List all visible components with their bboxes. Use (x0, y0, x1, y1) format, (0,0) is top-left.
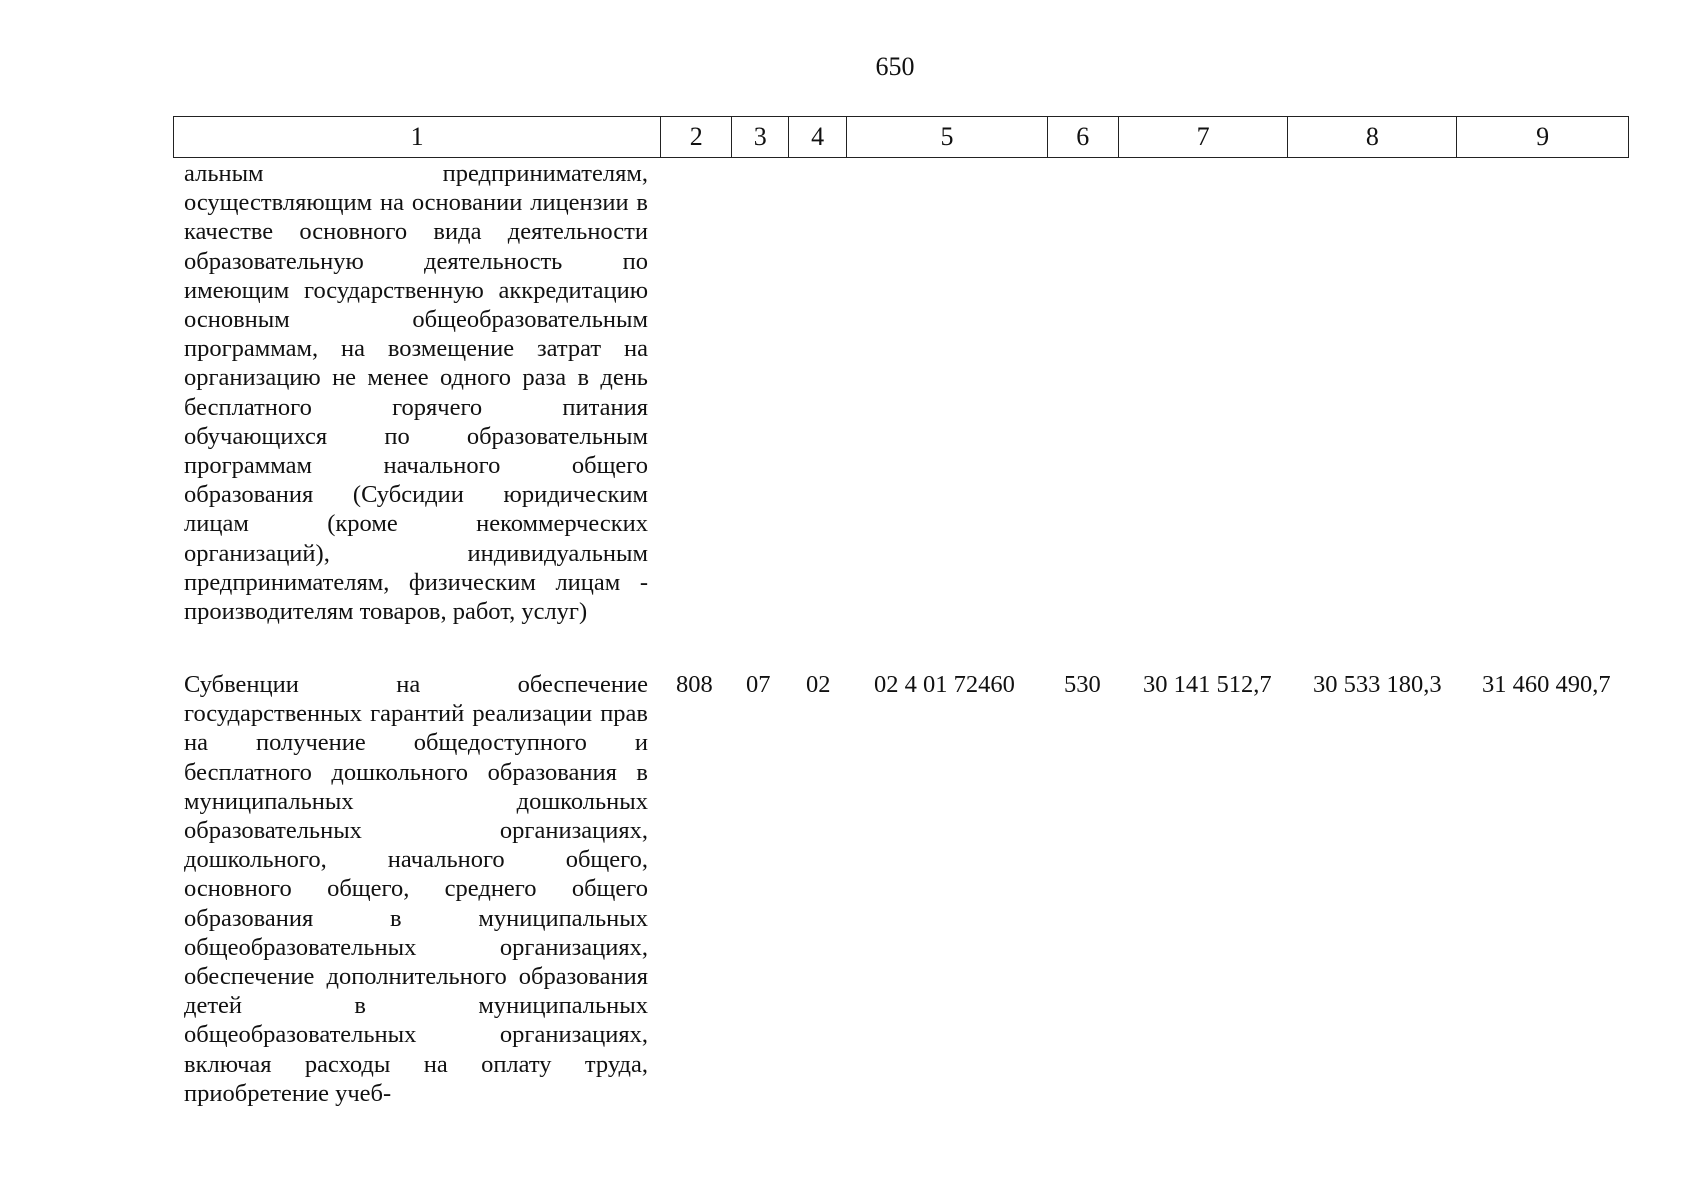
row-2-col-7: 30 141 512,7 (1143, 671, 1272, 698)
header-col-8: 8 (1288, 117, 1457, 157)
row-2-description: Субвенции на обеспечение государственных гарантий реализации прав на получение общедоступного и бесплатного дошкольного образования в муниципальных дошкольных образовательных организациях, дошкольного, начального общего, основного общего, среднего общего образования в муниципальных общеобразовательных организациях, обеспечение дополнительного образования детей в муниципальных общеобразовательных организациях, включая расходы на оплату труда, приобретение учеб- (184, 671, 648, 1107)
row-1-description: альным предпринимателям, осуществляющим на основании лицензии в качестве основного вида деятельности образовательную деятельность по имеющим государственную аккредитацию основным общеобразовательным программам, на возмещение затрат на организацию не менее одного раза в день бесплатного горячего питания обучающихся по образовательным программам начального общего образования (Субсидии юридическим лицам (кроме некоммерческих организаций), индивидуальным предпринимателям, физическим лицам - производителям товаров, работ, услуг) (184, 160, 648, 626)
row-2-col-4: 02 (806, 671, 831, 698)
header-col-9: 9 (1536, 122, 1550, 151)
row-2-col-3: 07 (746, 671, 771, 698)
header-col-3: 3 (732, 117, 789, 157)
header-col-1: 1 (174, 117, 661, 157)
row-2-col-8: 30 533 180,3 (1313, 671, 1442, 698)
header-col-7: 7 (1119, 117, 1289, 157)
table-header-row (173, 116, 1629, 158)
header-col-5: 5 (847, 117, 1048, 157)
header-col-2: 2 (661, 117, 732, 157)
header-col-4: 4 (789, 117, 847, 157)
header-col-6: 6 (1048, 117, 1119, 157)
page-number: 650 (875, 52, 915, 81)
row-2-col-9: 31 460 490,7 (1482, 671, 1611, 698)
row-2-col-2: 808 (676, 671, 713, 698)
row-2-col-6: 530 (1064, 671, 1101, 698)
row-2-col-5: 02 4 01 72460 (874, 671, 1015, 698)
